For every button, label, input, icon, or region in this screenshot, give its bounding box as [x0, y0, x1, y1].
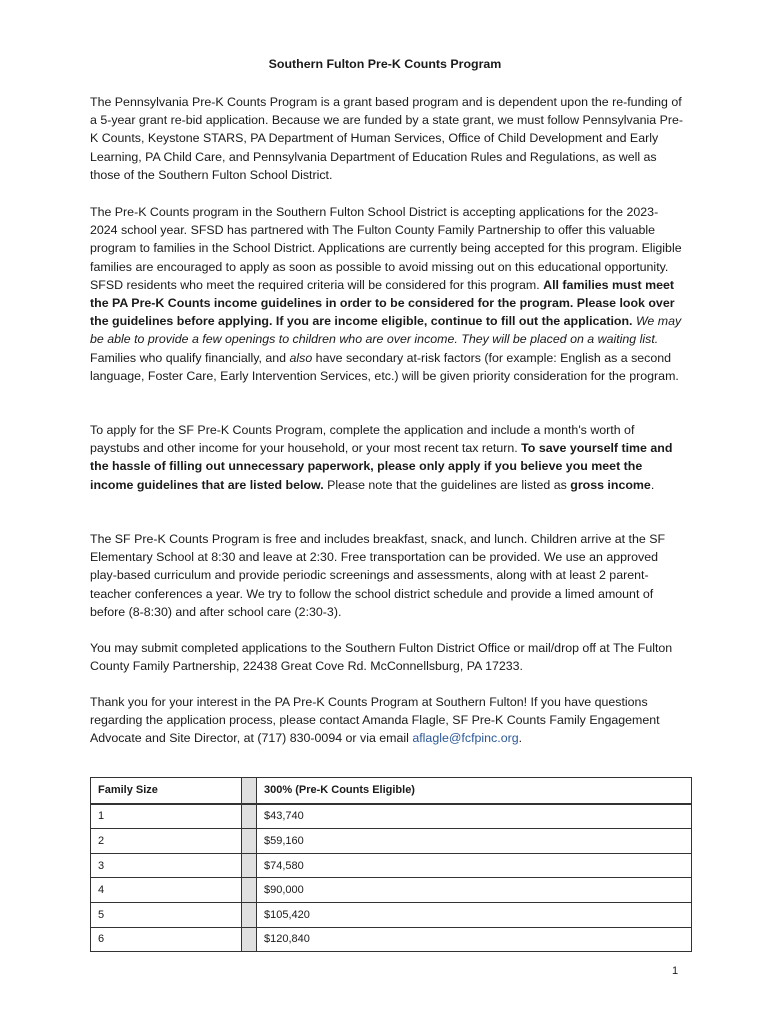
- income-guideline-notice: All families must meet the PA Pre-K Counts income guidelines in order to be considered for the program. Please look over the guidelines before applying. If you are income eligible, continue to fill out the application.: [90, 277, 675, 329]
- column-separator: [242, 778, 257, 804]
- paragraph-how-to-apply: [90, 421, 685, 494]
- paragraph-intro: The Pennsylvania Pre-K Counts Program is a grant based program and is dependent upon the re-funding of a 5-year grant re-bid application. Because we are funded by a state grant, we must follow Pennsylvania Pre-K Counts, Keystone STARS, PA Department of Human Services, Office of Child Development and Early Learning, PA Child Care, and Pennsylvania Department of Education Rules and Regulations, as well as those of the Southern Fulton School District.: [90, 95, 684, 182]
- family-size-cell: 5: [91, 902, 242, 927]
- table-row: [91, 878, 692, 903]
- column-separator: [242, 927, 257, 952]
- income-cell: $59,160: [257, 829, 692, 854]
- page-number: 1: [672, 965, 679, 977]
- paragraph-contact: [90, 693, 685, 748]
- table-row: [91, 829, 692, 854]
- income-guidelines-table: [90, 777, 692, 952]
- over-income-note: We may be able to provide a few openings to children who are over income. They will be placed on a waiting list.: [90, 314, 682, 347]
- save-time-notice: To save yourself time and the hassle of filling out unnecessary paperwork, please only apply if you believe you meet the income guidelines that are listed below.: [90, 441, 673, 492]
- paragraph-program-details: The SF Pre-K Counts Program is free and includes breakfast, snack, and lunch. Children arrive at the SF Elementary School at 8:30 and leave at 2:30. Free transportation can be provided. We use an approved play-based curriculum and provide periodic screenings and assessments, along with at least 2 parent-teacher conferences a year. We try to follow the school district schedule and provide a limed amount of before (8-8:30) and after school care (2:30-3).: [90, 532, 666, 619]
- family-size-cell: 2: [91, 829, 242, 854]
- table-row: [91, 853, 692, 878]
- income-cell: $90,000: [257, 878, 692, 903]
- column-separator: [242, 853, 257, 878]
- paragraph-submission: You may submit completed applications to the Southern Fulton District Office or mail/drop off at The Fulton County Family Partnership, 22438 Great Cove Rd. McConnellsburg, PA 17233.: [90, 641, 673, 674]
- priority-text-end: have secondary at-risk factors (for example: English as a second language, Foster Care, Early Intervention Services, etc.) will be given priority consideration for the program.: [90, 350, 679, 383]
- header-family-size: Family Size: [91, 778, 242, 804]
- applications-text: The Pre-K Counts program in the Southern Fulton School District is accepting applications for the 2023-2024 school year. SFSD has partnered with The Fulton County Family Partnership to offer this valuable program to families in the School District. Applications are currently being accepted for this program. Eligible families are encouraged to apply as soon as possible to avoid missing out on this educational opportunity. SFSD residents who meet the required criteria will be considered for this program.: [90, 205, 682, 292]
- column-separator: [242, 829, 257, 854]
- column-separator: [242, 878, 257, 903]
- income-cell: $43,740: [257, 804, 692, 829]
- income-cell: $105,420: [257, 902, 692, 927]
- column-separator: [242, 804, 257, 829]
- page-title: Southern Fulton Pre-K Counts Program: [268, 57, 502, 71]
- contact-text: Thank you for your interest in the PA Pre-K Counts Program at Southern Fulton! If you have questions regarding the application process, please contact Amanda Flagle, SF Pre-K Counts Family Engagement Advocate and Site Director, at (717) 830-0094 or via email: [90, 695, 660, 746]
- income-cell: $74,580: [257, 853, 692, 878]
- family-size-cell: 6: [91, 927, 242, 952]
- priority-text-start: Families who qualify financially, and: [90, 350, 290, 365]
- table-row: [91, 927, 692, 952]
- table-header-row: [91, 778, 692, 804]
- table-row: [91, 804, 692, 829]
- header-eligible-income: 300% (Pre-K Counts Eligible): [257, 778, 692, 804]
- period: .: [650, 477, 655, 492]
- column-separator: [242, 902, 257, 927]
- family-size-cell: 1: [91, 804, 242, 829]
- also-emphasis: also: [289, 350, 313, 365]
- apply-text: To apply for the SF Pre-K Counts Program, complete the application and include a month's worth of paystubs and other income for your household, or your most recent tax return.: [90, 423, 635, 456]
- paragraph-applications: [90, 203, 685, 385]
- gross-income-emphasis: gross income: [570, 477, 651, 492]
- email-link[interactable]: aflagle@fcfpinc.org: [412, 731, 519, 746]
- table-row: [91, 902, 692, 927]
- income-cell: $120,840: [257, 927, 692, 952]
- contact-end: .: [518, 731, 523, 746]
- family-size-cell: 4: [91, 878, 242, 903]
- family-size-cell: 3: [91, 853, 242, 878]
- gross-note-text: Please note that the guidelines are listed as: [323, 477, 571, 492]
